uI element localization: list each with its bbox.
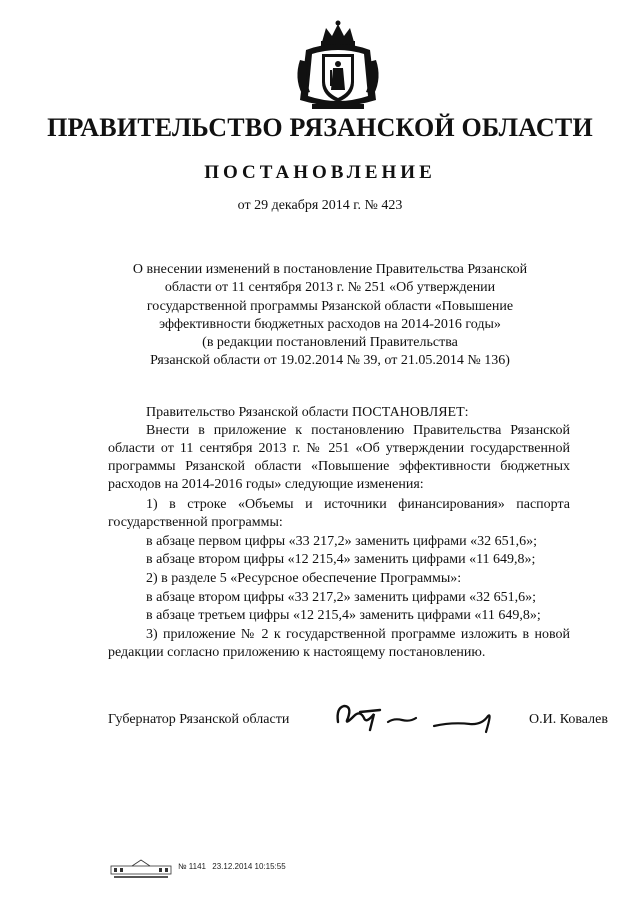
- registration-stamp: [178, 862, 290, 871]
- list-item: 3) приложение № 2 к государственной программе изложить в новой: [146, 627, 570, 642]
- document-type: ПОСТАНОВЛЕНИЕ: [204, 162, 436, 183]
- registry-logo-icon: [110, 858, 172, 880]
- body-paragraph-line: программы Рязанской области «Повышение эффективности бюджетных: [108, 459, 570, 474]
- subject-line: (в редакции постановлений Правительства: [202, 335, 458, 351]
- list-item: в абзаце первом цифры «33 217,2» заменить цифрами «32 651,6»;: [146, 534, 537, 549]
- subject-line: государственной программы Рязанской области «Повышение: [146, 298, 514, 314]
- coat-of-arms-icon: [292, 20, 384, 114]
- body-paragraph-line: расходов на 2014-2016 годы» следующие изменения:: [108, 477, 424, 492]
- list-item: редакции согласно приложению к настоящему постановлению.: [108, 645, 486, 660]
- signatory-name: О.И. Ковалев: [529, 712, 608, 727]
- registration-number: № 1141: [178, 862, 207, 871]
- body-paragraph-line: Внести в приложение к постановлению Правительства Рязанской: [146, 423, 570, 438]
- subject-line: области от 11 сентября 2013 г. № 251 «Об утверждении: [164, 280, 496, 296]
- government-title: ПРАВИТЕЛЬСТВО РЯЗАНСКОЙ ОБЛАСТИ: [47, 113, 593, 142]
- registration-timestamp: 23.12.2014 10:15:55: [212, 862, 286, 871]
- list-item: 1) в строке «Объемы и источники финансирования» паспорта: [146, 497, 570, 512]
- subject-line: эффективности бюджетных расходов на 2014-2016 годы»: [159, 316, 501, 332]
- document-date: от 29 декабря 2014 г. № 423: [237, 198, 403, 213]
- list-item: в абзаце втором цифры «33 217,2» заменить цифрами «32 651,6»;: [146, 590, 536, 605]
- subject-line: Рязанской области от 19.02.2014 № 39, от 21.05.2014 № 136): [150, 353, 510, 369]
- list-item: 2) в разделе 5 «Ресурсное обеспечение Программы»:: [146, 571, 462, 586]
- resolution-heading: Правительство Рязанской области ПОСТАНОВЛЯЕТ:: [146, 405, 469, 420]
- body-paragraph-line: области от 11 сентября 2013 г. № 251 «Об утверждении государственной: [108, 441, 570, 456]
- list-item: в абзаце третьем цифры «12 215,4» заменить цифрами «11 649,8»;: [146, 608, 541, 623]
- subject-line: О внесении изменений в постановление Правительства Рязанской: [132, 262, 528, 277]
- list-item: в абзаце втором цифры «12 215,4» заменить цифрами «11 649,8»;: [146, 552, 536, 567]
- list-item: государственной программы:: [108, 515, 283, 530]
- signatory-position: Губернатор Рязанской области: [108, 712, 290, 727]
- document-subject: [120, 261, 540, 371]
- handwritten-signature: [330, 692, 510, 742]
